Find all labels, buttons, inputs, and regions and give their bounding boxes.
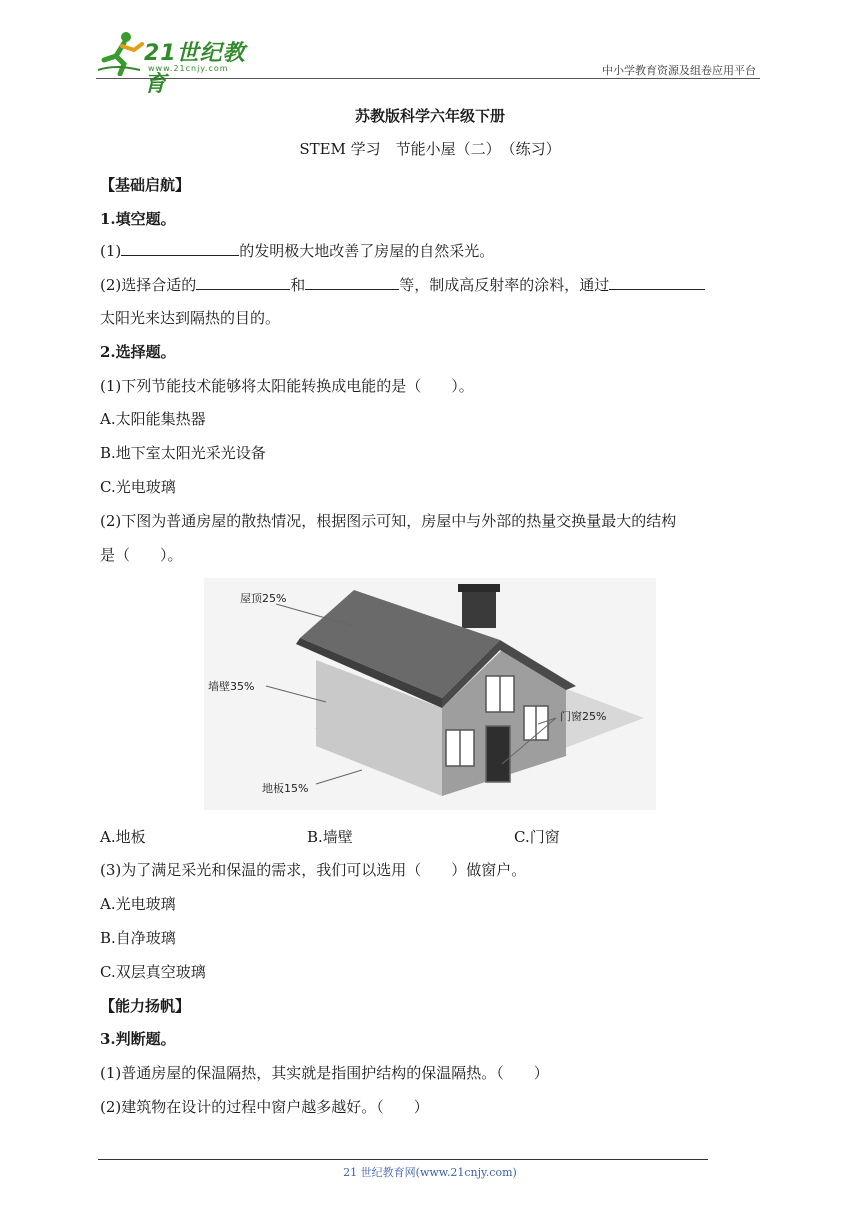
logo-url: www.21cnjy.com	[148, 64, 229, 73]
q1-item-2-continued: 太阳光来达到隔热的目的。	[100, 309, 281, 327]
q2-item-3: (3)为了满足采光和保温的需求，我们可以选用（ ）做窗户。	[100, 861, 527, 879]
door	[486, 726, 510, 782]
q2-item-2-line-1: (2)下图为普通房屋的散热情况，根据图示可知，房屋中与外部的热量交换量最大的结构	[100, 512, 677, 530]
section-ability: 【能力扬帆】	[100, 997, 191, 1015]
q1-heading: 1.填空题。	[100, 210, 176, 228]
q2-item-3-option-a: A.光电玻璃	[100, 895, 176, 913]
page-footer: 21 世纪教育网(www.21cnjy.com)	[343, 1166, 517, 1179]
label-roof: 屋顶25%	[240, 592, 287, 605]
footer-divider	[98, 1159, 708, 1160]
runner-logo-icon	[96, 30, 146, 76]
house-illustration	[204, 578, 656, 810]
label-window: 门窗25%	[560, 710, 607, 723]
page-title: 苏教版科学六年级下册	[354, 107, 505, 125]
section-basic: 【基础启航】	[100, 176, 191, 194]
platform-name: 中小学教育资源及组卷应用平台	[602, 64, 756, 77]
answer-blank[interactable]	[196, 275, 290, 290]
q2-item-2-option-b: B.墙壁	[307, 828, 353, 846]
q1-item-2: (2)选择合适的 和 等，制成高反射率的涂料，通过	[100, 275, 705, 295]
page-header	[96, 30, 760, 97]
q3-item-1: (1)普通房屋的保温隔热，其实就是指围护结构的保温隔热。（ ）	[100, 1064, 549, 1082]
chimney	[462, 588, 496, 628]
house-heat-loss-figure	[204, 578, 656, 810]
q2-item-3-option-c: C.双层真空玻璃	[100, 963, 206, 981]
q2-item-1-option-c: C.光电玻璃	[100, 478, 176, 496]
q1-item-1: (1) 的发明极大地改善了房屋的自然采光。	[100, 242, 495, 260]
logo	[96, 30, 266, 97]
q2-item-1-option-b: B.地下室太阳光采光设备	[100, 444, 266, 462]
answer-blank[interactable]	[121, 241, 239, 256]
q2-heading: 2.选择题。	[100, 343, 176, 361]
label-floor: 地板15%	[262, 782, 309, 795]
q2-item-2-line-2: 是（ ）。	[100, 546, 183, 564]
q2-item-2-option-a: A.地板	[100, 828, 146, 846]
q3-heading: 3.判断题。	[100, 1030, 176, 1048]
answer-blank[interactable]	[609, 275, 705, 290]
logo-text: 21世纪教育	[144, 41, 246, 97]
header-divider	[96, 78, 760, 79]
q2-item-3-option-b: B.自净玻璃	[100, 929, 176, 947]
q2-item-1-option-a: A.太阳能集热器	[100, 410, 206, 428]
q3-item-2: (2)建筑物在设计的过程中窗户越多越好。（ ）	[100, 1098, 429, 1116]
label-wall: 墙壁35%	[208, 680, 255, 693]
answer-blank[interactable]	[305, 275, 399, 290]
q2-item-2-option-c: C.门窗	[514, 828, 560, 846]
page-subtitle: STEM 学习 节能小屋（二） （练习）	[299, 140, 561, 158]
q2-item-1: (1)下列节能技术能够将太阳能转换成电能的是（ ）。	[100, 377, 474, 395]
